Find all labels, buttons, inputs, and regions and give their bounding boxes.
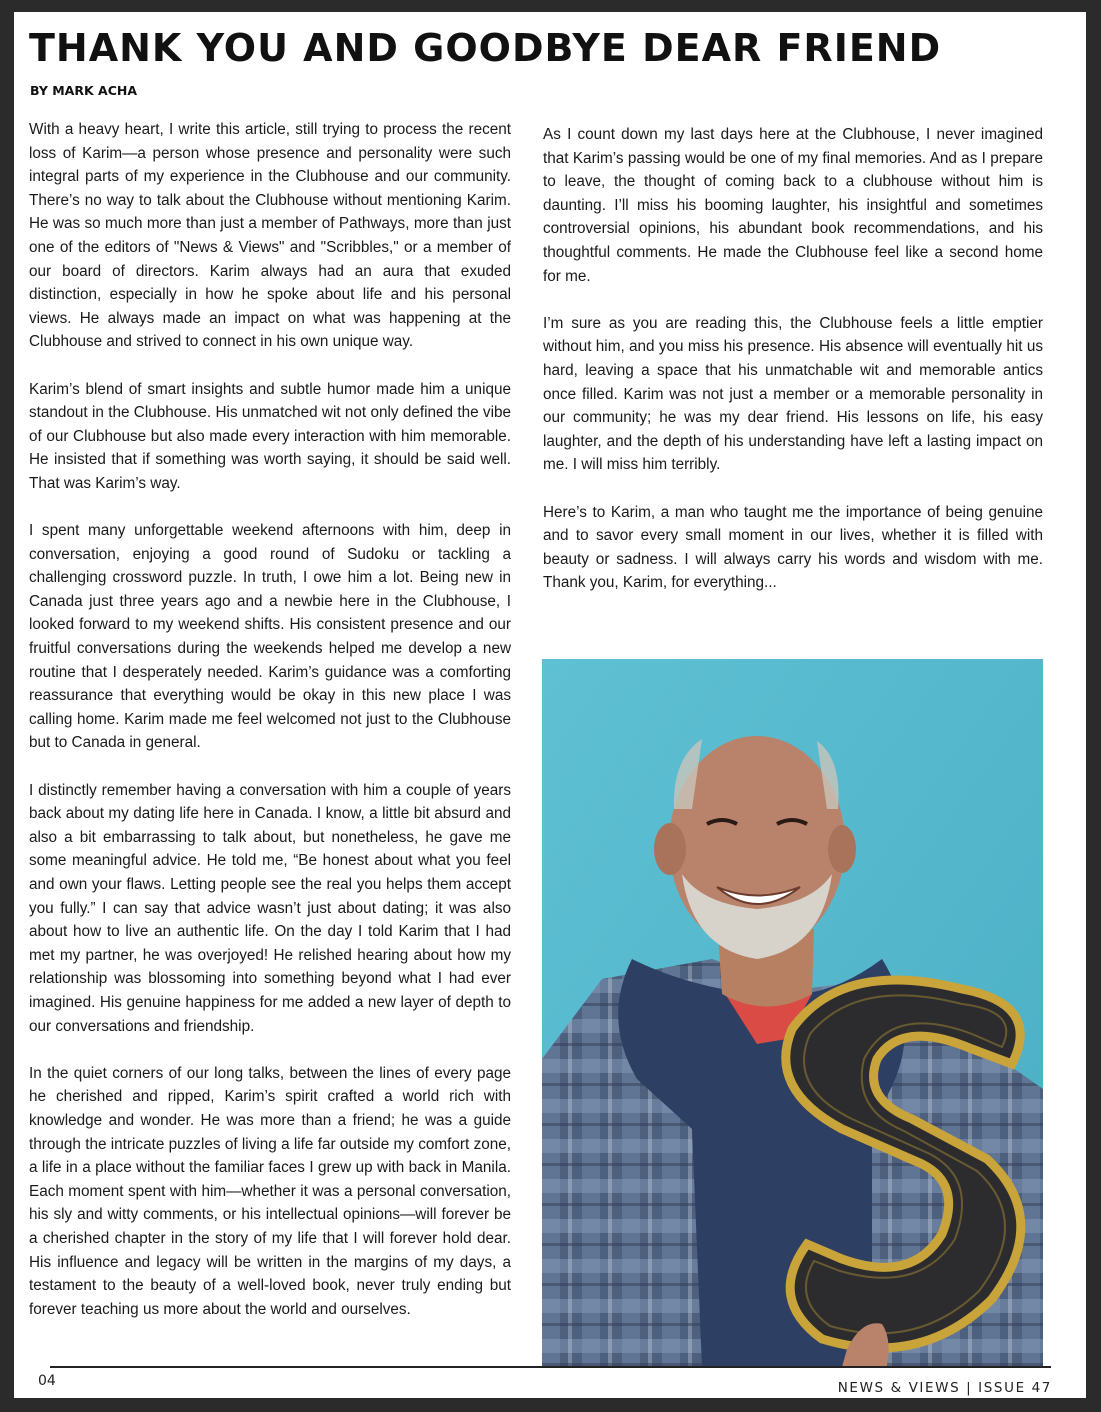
paragraph: I distinctly remember having a conversation with him a couple of years back about my dating life here in Canada. I know, a little bit absurd and also a bit embarrassing to talk about, but nonetheless, he gave me some meaningful advice. He told me, “Be honest about what you feel and own your flaws. Letting people see the real you helps them accept you fully.” I can say that advice wasn’t just about dating; it was also about how to live an authentic life. On the day I told Karim that I had met my partner, he was overjoyed! He relished hearing about how my relationship was blossoming into something beyond what I had ever imagined. His genuine happiness for me added a new layer of depth to our conversations and friendship. xyxy=(29,781,511,1035)
paragraph: I spent many unforgettable weekend afternoons with him, deep in conversation, enjoying a good round of Sudoku or tackling a challenging crossword puzzle. In truth, I owe him a lot. Being new in Canada just three years ago and a newbie here in the Clubhouse, I looked forward to my weekend shifts. His consistent presence and our fruitful conversations during the weekends helped me develop a new routine that I desperately needed. Karim’s guidance was a comforting reassurance that everything would be okay in this new place I was calling home. Karim made me feel welcomed not just to the Clubhouse but to Canada in general. xyxy=(29,522,511,752)
right-column xyxy=(543,123,1043,618)
page-number: 04 xyxy=(38,1373,56,1389)
newsletter-page xyxy=(14,12,1086,1398)
article-byline: BY MARK ACHA xyxy=(30,83,138,98)
paragraph: I’m sure as you are reading this, the Clubhouse feels a little emptier without him, and you miss his presence. His absence will eventually hit us hard, leaving a space that his unmatchable wit and memorable antics once filled. Karim was not just a member or a memorable personality in our community; he was my dear friend. His lessons on life, his easy laughter, and the depth of his understanding have left a lasting impact on me. I will miss him terribly. xyxy=(543,314,1043,474)
paragraph: As I count down my last days here at the Clubhouse, I never imagined that Karim’s passing would be one of my final memories. And as I prepare to leave, the thought of coming back to a clubhouse without him is daunting. I’ll miss his booming laughter, his insightful and sometimes controversial opinions, his abundant book recommendations, and his thoughtful comments. He made the Clubhouse feel like a second home for me. xyxy=(543,126,1043,285)
paragraph: Karim’s blend of smart insights and subtle humor made him a unique standout in the Clubhouse. His unmatched wit not only defined the vibe of our Clubhouse but also made every interaction with him memorable. He insisted that if something was worth saying, it should be said well. That was Karim’s way. xyxy=(29,380,511,492)
publication-footer: NEWS & VIEWS | ISSUE 47 xyxy=(837,1380,1052,1396)
footer-divider xyxy=(50,1366,1051,1368)
article-title: THANK YOU AND GOODBYE DEAR FRIEND xyxy=(29,26,942,70)
portrait-illustration xyxy=(542,659,1043,1367)
left-column xyxy=(29,118,511,1345)
paragraph: In the quiet corners of our long talks, between the lines of every page he cherished and ripped, Karim’s spirit crafted a world rich with knowledge and wonder. He was more than a friend; he was a guide through the intricate puzzles of living a life far outside my comfort zone, a life in a place without the familiar faces I grew up with back in Manila. Each moment spent with him—whether it was a personal conversation, his sly and witty comments, or his intellectual opinions—will forever be a cherished chapter in the story of my life that I will forever hold dear. His influence and legacy will be written in the margins of my days, a testament to the beauty of a well-loved book, never truly ending but forever teaching us more about the world and ourselves. xyxy=(29,1064,511,1318)
karim-portrait-photo xyxy=(542,659,1043,1367)
paragraph: With a heavy heart, I write this article, still trying to process the recent loss of Karim—a person whose presence and personality were such integral parts of my experience in the Clubhouse and our community. There’s no way to talk about the Clubhouse without mentioning Karim. He was so much more than just a member of Pathways, more than just one of the editors of "News & Views" and "Scribbles," or a member of our board of directors. Karim always had an aura that exuded distinction, especially in how he spoke about life and his personal views. He always made an impact on what was happening at the Clubhouse and strived to connect in his own unique way. xyxy=(29,121,511,351)
paragraph: Here’s to Karim, a man who taught me the importance of being genuine and to savor every small moment in our lives, whether it is filled with beauty or sadness. I will always carry his words and wisdom with me. Thank you, Karim, for everything... xyxy=(543,503,1043,592)
